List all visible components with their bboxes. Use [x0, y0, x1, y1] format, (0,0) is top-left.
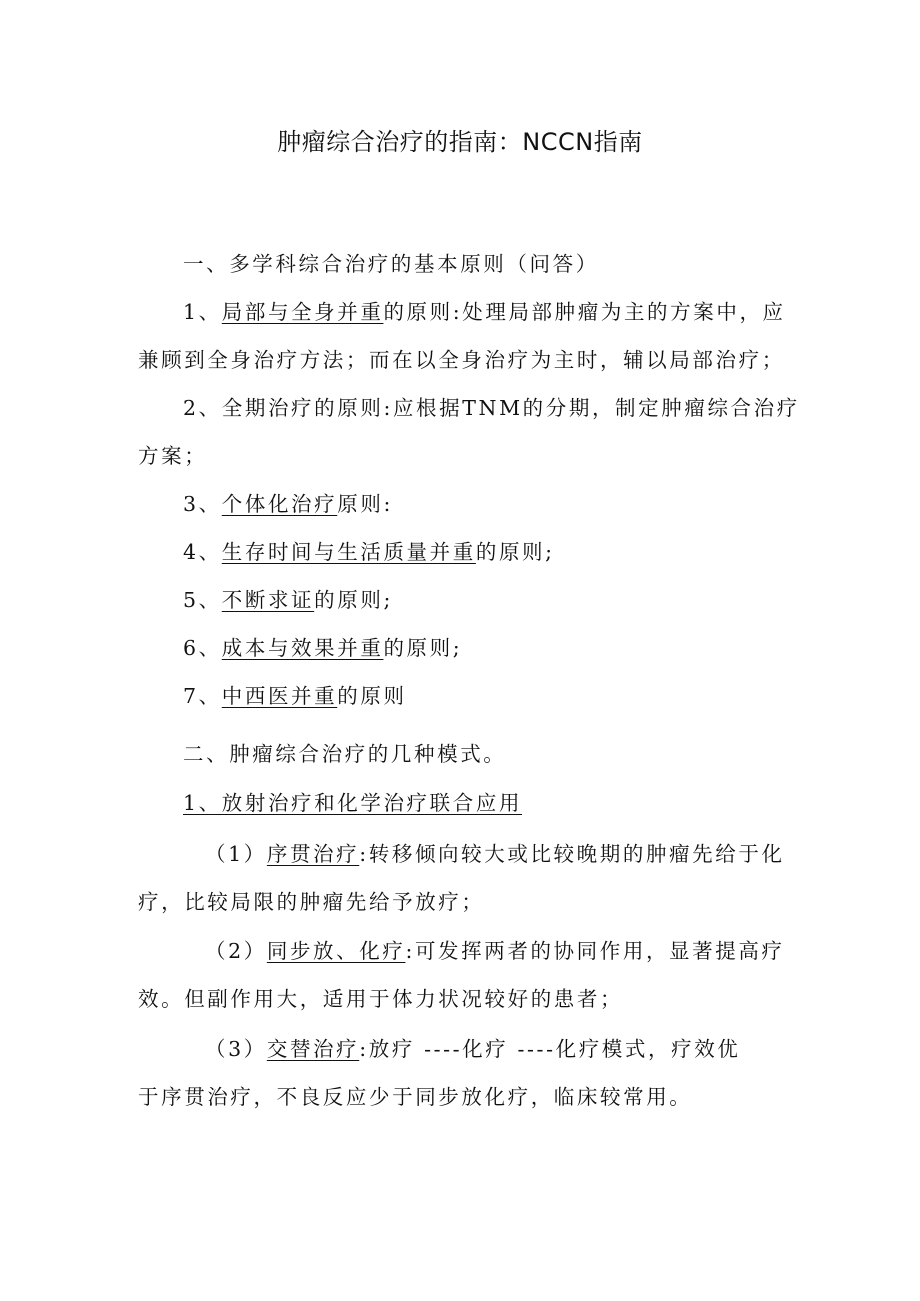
mode-number: （1）: [205, 842, 267, 866]
section-2-subheading: 1、放射治疗和化学治疗联合应用: [183, 791, 523, 815]
mode-3-continuation: 于序贯治疗，不良反应少于同步放化疗，临床较常用。: [138, 1085, 693, 1109]
principle-3: [183, 487, 393, 517]
principle-7: [183, 679, 407, 709]
document-title: 肿瘤综合治疗的指南：NCCN指南: [277, 128, 643, 156]
principle-4: [183, 535, 555, 565]
mode-1-continuation: 疗，比较局限的肿瘤先给予放疗；: [138, 890, 485, 914]
principle-term: 不断求证: [221, 588, 315, 612]
principle-text: 全期治疗的原则:应根据TNM的分期，制定肿瘤综合治疗: [221, 396, 800, 420]
principle-text: 的原则;: [383, 636, 463, 660]
principle-text: 原则:: [337, 492, 393, 516]
principle-6: [183, 631, 462, 661]
principle-number: 1、: [183, 300, 222, 324]
mode-number: （3）: [205, 1037, 267, 1061]
principle-2-continuation: 方案；: [138, 444, 208, 468]
mode-text: :转移倾向较大或比较晚期的肿瘤先给于化: [359, 842, 785, 866]
mode-text: :放疗 ----化疗 ----化疗模式，疗效优: [359, 1037, 741, 1061]
principle-term: 成本与效果并重: [221, 636, 384, 660]
principle-term: 个体化治疗: [221, 492, 338, 516]
principle-number: 5、: [183, 588, 222, 612]
principle-1-continuation: 兼顾到全身治疗方法；而在以全身治疗为主时，辅以局部治疗；: [138, 348, 785, 372]
mode-3: [205, 1032, 740, 1062]
principle-number: 2、: [183, 396, 222, 420]
mode-1: [205, 837, 785, 867]
principle-text: 的原则:处理局部肿瘤为主的方案中，应: [383, 300, 786, 324]
principle-text: 的原则;: [475, 540, 555, 564]
principle-term: 局部与全身并重: [221, 300, 384, 324]
principle-number: 6、: [183, 636, 222, 660]
principle-text: 的原则: [337, 684, 407, 708]
mode-2-continuation: 效。但副作用大，适用于体力状况较好的患者；: [138, 987, 624, 1011]
section-2-heading: 二、肿瘤综合治疗的几种模式。: [183, 742, 507, 766]
mode-term: 交替治疗: [266, 1037, 360, 1061]
principle-2: [183, 391, 800, 421]
principle-number: 3、: [183, 492, 222, 516]
mode-2: [205, 934, 785, 964]
mode-term: 序贯治疗: [266, 842, 360, 866]
section-1-heading: 一、多学科综合治疗的基本原则（问答）: [183, 252, 599, 276]
principle-term: 中西医并重: [221, 684, 338, 708]
principle-text: 的原则;: [314, 588, 393, 612]
mode-text: :可发挥两者的协同作用，显著提高疗: [405, 939, 785, 963]
mode-number: （2）: [205, 939, 267, 963]
principle-term: 生存时间与生活质量并重: [221, 540, 476, 564]
principle-1: [183, 295, 786, 325]
principle-number: 4、: [183, 540, 222, 564]
mode-term: 同步放、化疗: [266, 939, 406, 963]
principle-5: [183, 583, 393, 613]
principle-number: 7、: [183, 684, 222, 708]
